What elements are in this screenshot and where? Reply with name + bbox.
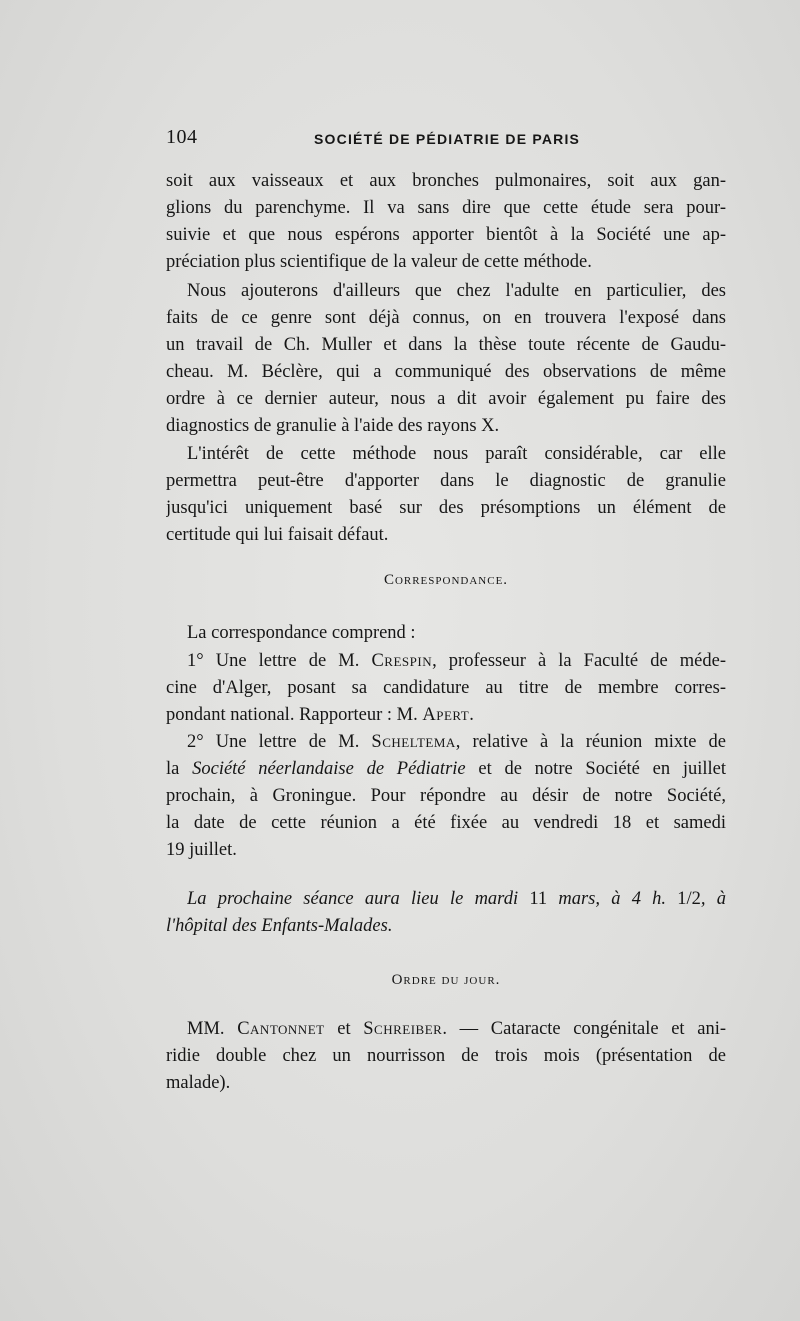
body-line: ridie double chez un nourrisson de trois mois (présentation de xyxy=(166,1046,726,1066)
next-session-notice: l'hôpital des Enfants-Malades. xyxy=(166,916,393,936)
body-line: la date de cette réunion a été fixée au vendredi 18 et samedi xyxy=(166,813,726,833)
person-name: Crespin xyxy=(371,651,433,671)
body-line: 1° Une lettre de M. Crespin, professeur à la Faculté de méde- xyxy=(187,651,726,671)
body-line: suivie et que nous espérons apporter bientôt à la Société une ap- xyxy=(166,225,726,245)
body-line: la Société néerlandaise de Pédiatrie et de notre Société en juillet xyxy=(166,759,726,779)
person-name: Apert xyxy=(422,705,470,725)
body-line: glions du parenchyme. Il va sans dire que cette étude sera pour- xyxy=(166,198,726,218)
body-line: certitude qui lui faisait défaut. xyxy=(166,525,389,545)
body-line: cheau. M. Béclère, qui a communiqué des observations de même xyxy=(166,362,726,382)
body-line: L'intérêt de cette méthode nous paraît considérable, car elle xyxy=(187,444,726,464)
person-name: Scheltema xyxy=(371,732,456,752)
section-heading-ordre-du-jour: Ordre du jour. xyxy=(391,972,501,988)
body-line: soit aux vaisseaux et aux bronches pulmonaires, soit aux gan- xyxy=(166,171,726,191)
page-number: 104 xyxy=(166,126,198,148)
body-line: jusqu'ici uniquement basé sur des présomptions un élément de xyxy=(166,498,726,518)
body-line: permettra peut-être d'apporter dans le diagnostic de granulie xyxy=(166,471,726,491)
next-session-notice: La prochaine séance aura lieu le mardi 11 mars, à 4 h. 1/2, à xyxy=(187,889,726,909)
body-line: ordre à ce dernier auteur, nous a dit avoir également pu faire des xyxy=(166,389,726,409)
body-line: un travail de Ch. Muller et dans la thèse toute récente de Gaudu- xyxy=(166,335,726,355)
society-name: Société néerlandaise de Pédiatrie xyxy=(192,759,466,779)
body-line: diagnostics de granulie à l'aide des rayons X. xyxy=(166,416,500,436)
body-line: cine d'Alger, posant sa candidature au titre de membre corres- xyxy=(166,678,726,698)
body-line: préciation plus scientifique de la valeur de cette méthode. xyxy=(166,252,592,272)
person-name: Cantonnet xyxy=(237,1019,325,1039)
body-line: pondant national. Rapporteur : M. Apert. xyxy=(166,705,474,725)
body-line: faits de ce genre sont déjà connus, on en trouvera l'exposé dans xyxy=(166,308,726,328)
body-line: Nous ajouterons d'ailleurs que chez l'adulte en particulier, des xyxy=(187,281,726,301)
page-header xyxy=(166,126,726,150)
body-line: 2° Une lettre de M. Scheltema, relative à la réunion mixte de xyxy=(187,732,726,752)
body-line: malade). xyxy=(166,1073,231,1093)
body-line: MM. Cantonnet et Schreiber. — Cataracte congénitale et ani- xyxy=(187,1019,726,1039)
section-heading-correspondance: Correspondance. xyxy=(383,572,509,588)
body-line: 19 juillet. xyxy=(166,840,237,860)
person-name: Schreiber xyxy=(363,1019,443,1039)
body-line: prochain, à Groningue. Pour répondre au désir de notre Société, xyxy=(166,786,726,806)
body-line: La correspondance comprend : xyxy=(187,623,416,643)
running-title: SOCIÉTÉ DE PÉDIATRIE DE PARIS xyxy=(314,131,581,147)
